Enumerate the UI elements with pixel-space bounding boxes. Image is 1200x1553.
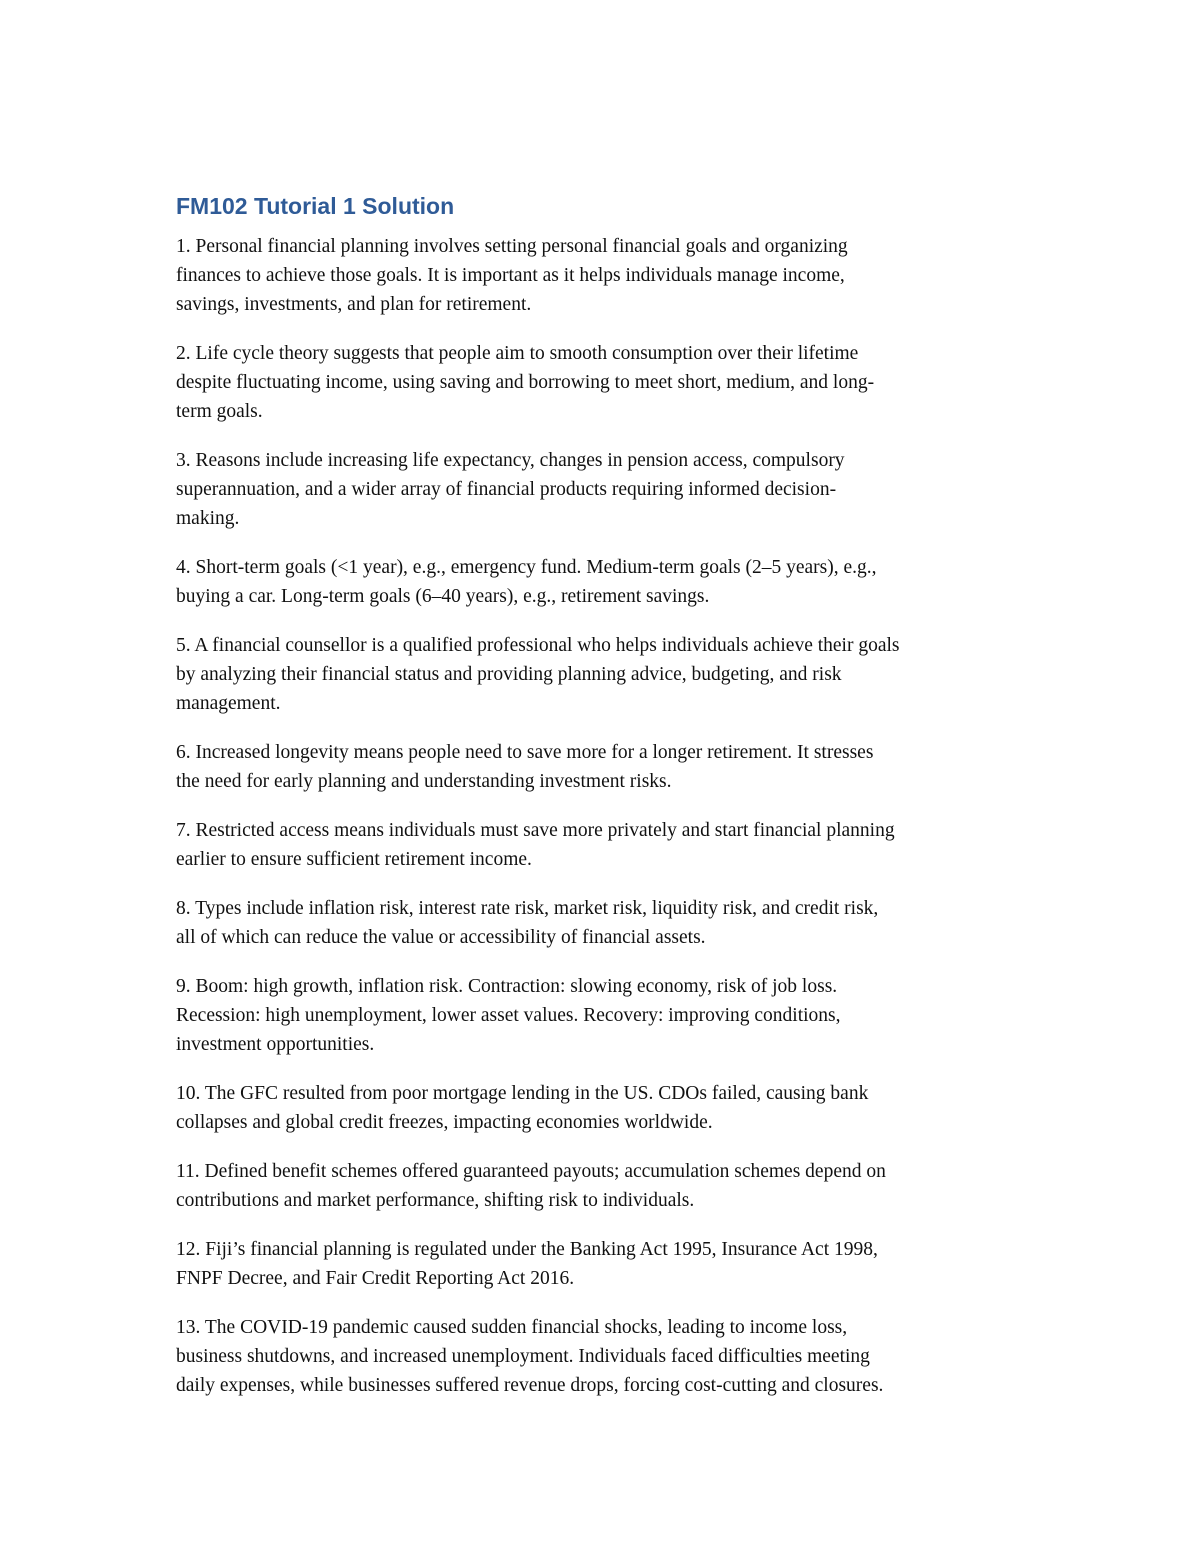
text-line: the need for early planning and understanding investment risks. xyxy=(176,771,672,792)
document-page xyxy=(176,190,1036,1420)
text-line: business shutdowns, and increased unemployment. Individuals faced difficulties meeting xyxy=(176,1346,870,1367)
answer-paragraph xyxy=(176,339,1036,426)
text-line: daily expenses, while businesses suffered revenue drops, forcing cost-cutting and closures. xyxy=(176,1375,884,1396)
answer-paragraph xyxy=(176,1157,1036,1215)
text-line: superannuation, and a wider array of financial products requiring informed decision- xyxy=(176,479,837,500)
text-line: 9. Boom: high growth, inflation risk. Contraction: slowing economy, risk of job loss. xyxy=(176,976,838,997)
document-title: FM102 Tutorial 1 Solution xyxy=(176,193,455,219)
answer-paragraph xyxy=(176,1313,1036,1400)
text-line: contributions and market performance, shifting risk to individuals. xyxy=(176,1190,695,1211)
text-line: Recession: high unemployment, lower asset values. Recovery: improving conditions, xyxy=(176,1005,841,1026)
answer-paragraph xyxy=(176,738,1036,796)
text-line: 5. A financial counsellor is a qualified professional who helps individuals achieve their goals xyxy=(176,635,900,656)
text-line: making. xyxy=(176,508,240,529)
answer-paragraph xyxy=(176,553,1036,611)
text-line: 2. Life cycle theory suggests that people aim to smooth consumption over their lifetime xyxy=(176,343,859,364)
text-line: by analyzing their financial status and providing planning advice, budgeting, and risk xyxy=(176,664,842,685)
answer-paragraph xyxy=(176,1235,1036,1293)
text-line: 7. Restricted access means individuals must save more privately and start financial planning xyxy=(176,820,895,841)
text-line: term goals. xyxy=(176,401,263,422)
text-line: 12. Fiji’s financial planning is regulated under the Banking Act 1995, Insurance Act 1998, xyxy=(176,1239,878,1260)
text-line: 1. Personal financial planning involves setting personal financial goals and organizing xyxy=(176,236,848,257)
answers-list xyxy=(176,232,1036,1400)
text-line: 6. Increased longevity means people need to save more for a longer retirement. It stresses xyxy=(176,742,874,763)
text-line: 4. Short-term goals (<1 year), e.g., emergency fund. Medium-term goals (2–5 years), e.g., xyxy=(176,557,877,578)
text-line: 8. Types include inflation risk, interest rate risk, market risk, liquidity risk, and credit risk, xyxy=(176,898,879,919)
text-line: management. xyxy=(176,693,281,714)
answer-paragraph xyxy=(176,446,1036,533)
answer-paragraph xyxy=(176,972,1036,1059)
answer-paragraph xyxy=(176,631,1036,718)
answer-paragraph xyxy=(176,894,1036,952)
text-line: all of which can reduce the value or accessibility of financial assets. xyxy=(176,927,706,948)
text-line: collapses and global credit freezes, impacting economies worldwide. xyxy=(176,1112,713,1133)
answer-paragraph xyxy=(176,232,1036,319)
text-line: buying a car. Long-term goals (6–40 years), e.g., retirement savings. xyxy=(176,586,710,607)
text-line: savings, investments, and plan for retirement. xyxy=(176,294,532,315)
answer-paragraph xyxy=(176,816,1036,874)
text-line: 11. Defined benefit schemes offered guaranteed payouts; accumulation schemes depend on xyxy=(176,1161,886,1182)
text-line: despite fluctuating income, using saving and borrowing to meet short, medium, and long- xyxy=(176,372,875,393)
text-line: investment opportunities. xyxy=(176,1034,375,1055)
text-line: FNPF Decree, and Fair Credit Reporting Act 2016. xyxy=(176,1268,575,1289)
text-line: 3. Reasons include increasing life expectancy, changes in pension access, compulsory xyxy=(176,450,845,471)
answer-paragraph xyxy=(176,1079,1036,1137)
text-line: 10. The GFC resulted from poor mortgage lending in the US. CDOs failed, causing bank xyxy=(176,1083,869,1104)
text-line: 13. The COVID-19 pandemic caused sudden financial shocks, leading to income loss, xyxy=(176,1317,848,1338)
text-line: earlier to ensure sufficient retirement income. xyxy=(176,849,532,870)
text-line: finances to achieve those goals. It is important as it helps individuals manage income, xyxy=(176,265,845,286)
